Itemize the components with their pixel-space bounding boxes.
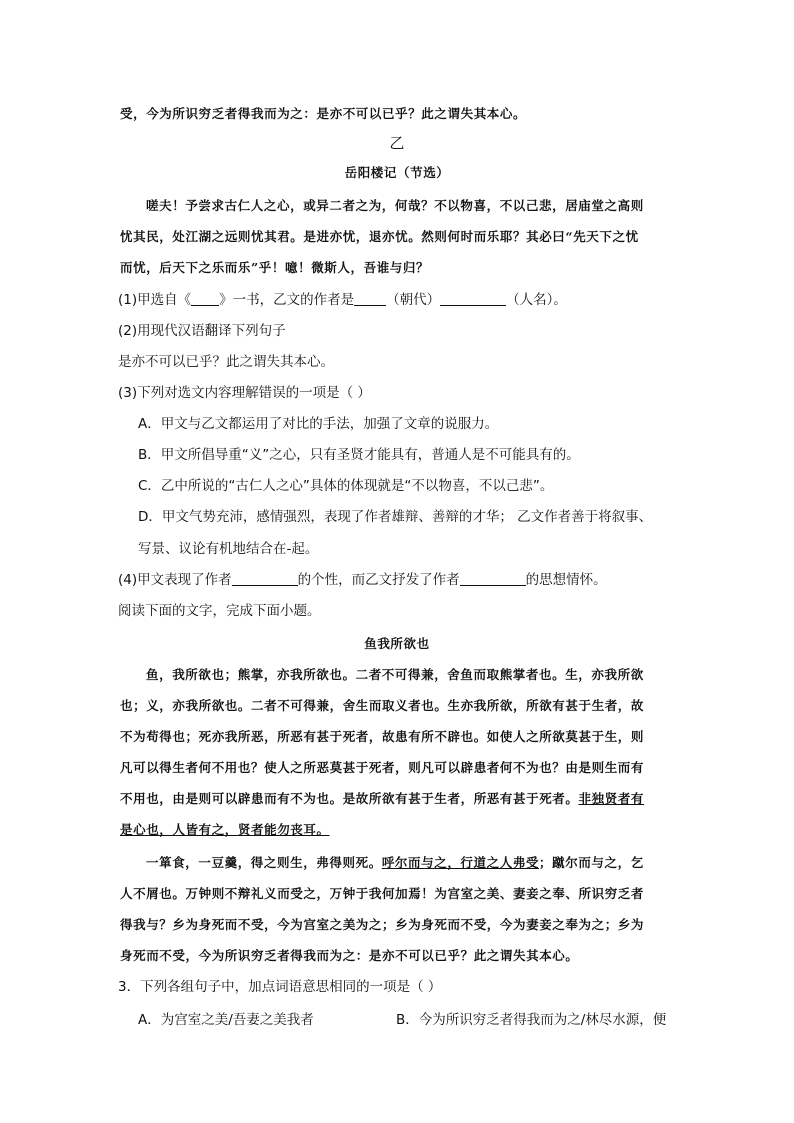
section-label-yi: 乙 bbox=[389, 134, 405, 152]
question-3-prompt: (3)下列对选文内容理解错误的一项是（ ） bbox=[118, 385, 371, 401]
continued-text-line: 受，今为所识穷乏者得我而为之：是亦不可以已乎？此之谓失其本心。 bbox=[120, 106, 527, 121]
yueyang-title: 岳阳楼记（节选） bbox=[344, 165, 450, 180]
question-three-option-b[interactable]: B．今为所识穷乏者得我而为之/林尽水源，便 bbox=[396, 1012, 667, 1028]
yuwo-p2-line-3: 得我与？乡为身死而不受，今为宫室之美为之；乡为身死而不受，今为妻妾之奉为之；乡为 bbox=[120, 917, 645, 932]
question-4 bbox=[118, 570, 607, 590]
underlined-sentence-continued: 是心也，人皆有之，贤者能勿丧耳。 bbox=[120, 822, 330, 837]
yueyang-line-3: 而忧，后天下之乐而乐”乎！噫！微斯人，吾谁与归？ bbox=[120, 260, 430, 275]
question-three-prompt: 3．下列各组句子中，加点词语意思相同的一项是（ ） bbox=[118, 979, 442, 995]
question-4-part-a: (4)甲文表现了作者 bbox=[118, 572, 232, 588]
yuwo-p2-line-1-text-a: 一箪食，一豆羹，得之则生，弗得则死。 bbox=[146, 855, 382, 870]
answer-blank[interactable] bbox=[232, 571, 298, 586]
answer-blank[interactable] bbox=[191, 291, 219, 306]
yuwo-p1-line-4: 凡可以得生者何不用也？使人之所恶莫甚于死者，则凡可以辟患者何不为也？由是则生而有 bbox=[120, 760, 645, 775]
question-3-option-a[interactable]: A．甲文与乙文都运用了对比的手法，加强了文章的说服力。 bbox=[138, 416, 499, 432]
yuwo-p2-line-1 bbox=[146, 853, 644, 873]
question-three-option-a[interactable]: A．为宫室之美/吾妻之美我者 bbox=[138, 1012, 314, 1028]
answer-blank[interactable] bbox=[460, 571, 526, 586]
yueyang-line-2: 忧其民，处江湖之远则忧其君。是进亦忧，退亦忧。然则何时而乐耶？其必曰“先天下之忧 bbox=[120, 229, 639, 244]
question-1 bbox=[118, 290, 567, 310]
question-1-part-b: 》一书，乙文的作者是 bbox=[219, 292, 355, 308]
yuwo-p1-line-5 bbox=[120, 789, 644, 809]
yuwo-p2-line-2: 人不屑也。万钟则不辩礼义而受之，万钟于我何加焉！为宫室之美、妻妾之奉、所识穷乏者 bbox=[120, 886, 645, 901]
question-2-prompt: (2)用现代汉语翻译下列句子 bbox=[118, 323, 286, 339]
yuwo-p1-line-2: 也；义，亦我所欲也。二者不可得兼，舍生而取义者也。生亦我所欲，所欲有甚于生者，故 bbox=[120, 698, 645, 713]
yuwo-title: 鱼我所欲也 bbox=[364, 636, 430, 651]
yuwo-p2-line-4: 身死而不受，今为所识穷乏者得我而为之：是亦不可以已乎？此之谓失其本心。 bbox=[120, 948, 579, 963]
question-3-option-b[interactable]: B．甲文所倡导重“义”之心，只有圣贤才能具有，普通人是不可能具有的。 bbox=[138, 447, 580, 463]
reading-instruction: 阅读下面的文字，完成下面小题。 bbox=[118, 603, 321, 619]
answer-blank[interactable] bbox=[354, 291, 386, 306]
question-2-sentence: 是亦不可以已乎？此之谓失其本心。 bbox=[118, 354, 334, 370]
question-4-part-b: 的个性，而乙文抒发了作者 bbox=[297, 572, 460, 588]
yueyang-line-1: 嗟夫！予尝求古仁人之心，或异二者之为，何哉？不以物喜，不以己悲，居庙堂之高则 bbox=[146, 198, 644, 213]
question-4-part-c: 的思想情怀。 bbox=[525, 572, 607, 588]
question-1-part-c: （朝代） bbox=[386, 292, 441, 308]
yuwo-p1-line-1: 鱼，我所欲也；熊掌，亦我所欲也。二者不可得兼，舍鱼而取熊掌者也。生，亦我所欲 bbox=[146, 667, 644, 682]
underlined-sentence: 非独贤者有 bbox=[578, 791, 645, 806]
yuwo-p1-line-3: 不为苟得也；死亦我所恶，所恶有甚于死者，故患有所不辟也。如使人之所欲莫甚于生，则 bbox=[120, 729, 645, 744]
yuwo-p1-line-5-text: 不用也，由是则可以辟患而有不为也。是故所欲有甚于生者，所恶有甚于死者。 bbox=[120, 791, 579, 806]
question-1-part-a: (1)甲选自《 bbox=[118, 292, 192, 308]
question-3-option-c[interactable]: C．乙中所说的“古仁人之心”具体的体现就是“不以物喜，不以己悲”。 bbox=[138, 478, 554, 494]
underlined-sentence: 呼尔而与之，行道之人弗受 bbox=[381, 855, 540, 870]
question-3-option-d[interactable]: D．甲文气势充沛，感情强烈，表现了作者雄辩、善辩的才华； 乙文作者善于将叙事、 bbox=[138, 509, 653, 525]
question-3-option-d-continued: 写景、议论有机地结合在-起。 bbox=[138, 541, 319, 557]
answer-blank[interactable] bbox=[440, 291, 506, 306]
yuwo-p2-line-1-text-b: ；蹴尔而与之，乞 bbox=[539, 855, 644, 870]
question-1-part-d: （人名）。 bbox=[506, 292, 567, 308]
